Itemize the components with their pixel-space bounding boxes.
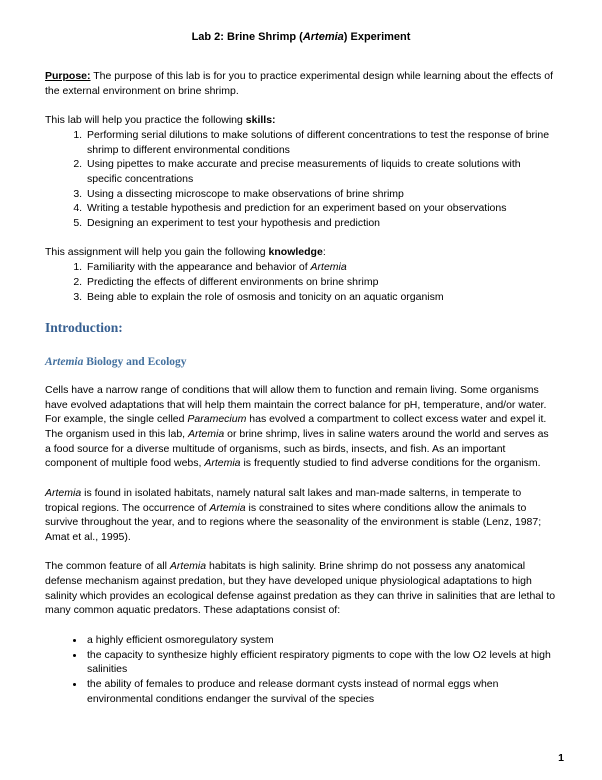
- text-run: Paramecium: [187, 413, 247, 426]
- text-run: Artemia: [45, 355, 84, 368]
- text-run: skills:: [245, 114, 276, 127]
- paragraph-cells-conditions: [45, 383, 557, 471]
- list-item: [85, 201, 557, 216]
- paragraph-high-salinity: [45, 559, 557, 618]
- text-run: or brine shrimp, lives in saline waters around the world and serves as a food source for a diverse multitude of organisms, such as birds, insects, and fish. As an important component of multiple food webs,: [45, 428, 549, 470]
- text-run: Artemia: [209, 501, 246, 514]
- text-run: Being able to explain the role of osmosis and tonicity on an aquatic organism: [87, 290, 444, 303]
- list-item: [85, 633, 557, 648]
- text-run: This lab will help you practice the following: [45, 114, 246, 127]
- list-item: [85, 648, 557, 677]
- paragraph-artemia-habitats: [45, 486, 557, 545]
- text-run: Artemia: [204, 457, 241, 470]
- text-run: This assignment will help you gain the following: [45, 246, 269, 259]
- list-item: [85, 216, 557, 231]
- text-run: a highly efficient osmoregulatory system: [87, 633, 274, 646]
- text-run: Artemia: [302, 31, 344, 43]
- doc-title: [45, 30, 557, 45]
- section-heading-introduction: Introduction:: [45, 319, 123, 335]
- text-run: habitats is high salinity. Brine shrimp do not possess any anatomical defense mechanism against predation, but they have developed unique physiological adaptations to high salinity which provides an ecological defense against predation as they can thrive in salinities that are lethal to many common aquatic predators. These adaptations consist of:: [45, 560, 556, 617]
- text-run: Artemia: [169, 560, 207, 573]
- text-run: Lab 2: Brine Shrimp (: [191, 31, 303, 43]
- text-run: has evolved a compartment to collect excess water and expel it. The organism used in this lab,: [45, 413, 547, 441]
- text-run: the ability of females to produce and release dormant cysts instead of normal eggs when environmental conditions endanger the survival of the species: [87, 677, 499, 705]
- list-item: [85, 128, 557, 157]
- list-item: [85, 260, 557, 275]
- text-run: Performing serial dilutions to make solutions of different concentrations to test the response of brine shrimp to different environmental conditions: [87, 128, 550, 156]
- text-run: Artemia: [45, 486, 82, 499]
- text-run: ) Experiment: [343, 31, 411, 43]
- text-run: knowledge: [268, 246, 323, 259]
- text-run: the capacity to synthesize highly efficient respiratory pigments to cope with the low O2 levels at high salinities: [87, 648, 551, 676]
- list-item: [85, 275, 557, 290]
- text-run: is constrained to sites where conditions allow the animals to survive throughout the year, and to regions where the seasonality of the environment is stable (Lenz, 1987; Amat et al., 1995).: [45, 501, 542, 543]
- adaptations-list: [45, 633, 557, 707]
- text-run: Familiarity with the appearance and behavior of: [87, 261, 311, 274]
- purpose-paragraph: [45, 69, 557, 98]
- text-run: Purpose:: [45, 70, 91, 82]
- text-run: :: [322, 246, 326, 259]
- text-run: Writing a testable hypothesis and prediction for an experiment based on your observations: [87, 202, 507, 215]
- text-run: The common feature of all: [45, 560, 170, 573]
- text-run: Cells have a narrow range of conditions that will allow them to function and remain living. Some organisms have evolved adaptations that will help them maintain the correct balance for pH, temperature, and/or water. For example, the single celled: [45, 383, 547, 426]
- text-run: Using a dissecting microscope to make observations of brine shrimp: [87, 187, 404, 200]
- page-number: 1: [558, 752, 564, 765]
- knowledge-list: [45, 260, 557, 304]
- knowledge-intro: [45, 245, 557, 260]
- text-run: The purpose of this lab is for you to practice experimental design while learning about the effects of the external environment on brine shrimp.: [45, 70, 553, 97]
- text-run: is frequently studied to find adverse conditions for the organism.: [240, 457, 541, 470]
- text-run: is found in isolated habitats, namely natural salt lakes and man-made salterns, in temperate to tropical regions. The occurrence of: [45, 486, 522, 514]
- list-item: [85, 187, 557, 202]
- text-run: Designing an experiment to test your hypothesis and prediction: [87, 217, 381, 230]
- text-run: Using pipettes to make accurate and precise measurements of liquids to create solutions with specific concentrations: [87, 158, 521, 185]
- list-item: [85, 677, 557, 706]
- text-run: Predicting the effects of different environments on brine shrimp: [87, 275, 379, 288]
- list-item: [85, 157, 557, 186]
- text-run: Biology and Ecology: [83, 355, 187, 368]
- text-run: Artemia: [310, 261, 347, 274]
- skills-list: [45, 128, 557, 231]
- skills-intro: [45, 113, 557, 128]
- text-run: Artemia: [188, 428, 225, 441]
- list-item: [85, 290, 557, 305]
- subsection-heading-artemia-biology: [45, 355, 557, 370]
